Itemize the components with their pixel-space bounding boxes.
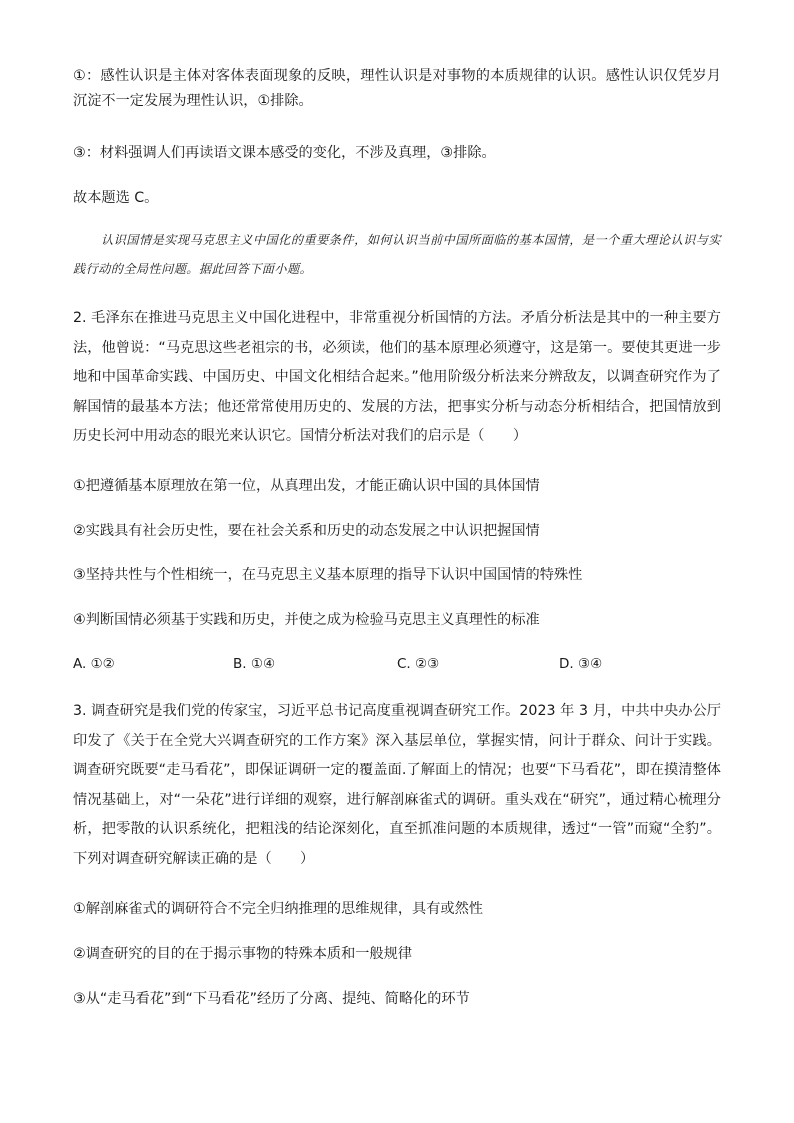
question-3-statement-1: ①解剖麻雀式的调研符合不完全归纳推理的思维规律，具有或然性 (73, 901, 483, 917)
option-b[interactable]: B. ①④ (233, 656, 276, 672)
question-2-stem: 2. 毛泽东在推进马克思主义中国化进程中，非常重视分析国情的方法。矛盾分析法是其中的一种主要方法，他曾说：“马克思这些老祖宗的书，必须读，他们的基本原理必须遵守，这是第一。要使其更进一步地和中国革命实践、中国历史、中国文化相结合起来。”他用阶级分析法来分辨敌友，以调查研究作为了解国情的最基本方法；他还常常使用历史的、发展的方法，把事实分析与动态分析相结合，把国情放到历史长河中用动态的眼光来认识它。国情分析法对我们的启示是（ ） (73, 310, 721, 444)
question-2-statement-4: ④判断国情必须基于实践和历史，并使之成为检验马克思主义真理性的标准 (73, 612, 540, 628)
question-3-statement-3: ③从“走马看花”到“下马看花”经历了分离、提纯、简略化的环节 (73, 991, 470, 1007)
analysis-statement-3: ③：材料强调人们再读语文课本感受的变化，不涉及真理，③排除。 (73, 145, 496, 161)
question-2-statement-1: ①把遵循基本原理放在第一位，从真理出发，才能正确认识中国的具体国情 (73, 478, 540, 494)
reading-material: 认识国情是实现马克思主义中国化的重要条件，如何认识当前中国所面临的基本国情，是一个重大理论认识与实践行动的全局性问题。据此回答下面小题。 (73, 233, 721, 276)
question-2-statement-2: ②实践具有社会历史性，要在社会关系和历史的动态发展之中认识把握国情 (73, 523, 540, 539)
option-c[interactable]: C. ②③ (397, 656, 440, 672)
question-2-options (73, 653, 721, 675)
option-a[interactable]: A. ①② (73, 656, 115, 672)
question-2-statement-3: ③坚持共性与个性相统一，在马克思主义基本原理的指导下认识中国国情的特殊性 (73, 567, 583, 583)
question-3-stem: 3. 调查研究是我们党的传家宝，习近平总书记高度重视调查研究工作。2023 年 3 月，中共中央办公厅印发了《关于在全党大兴调查研究的工作方案》深入基层单位，掌握实情，问计于群众、问计于实践。调查研究既要“走马看花”，即保证调研一定的覆盖面.了解面上的情况；也要“下马看花”，即在摸清整体情况基础上，对“一朵花”进行详细的观察，进行解剖麻雀式的调研。重头戏在“研究”，通过精心梳理分析，把零散的认识系统化，把粗浅的结论深刻化，直至抓准问题的本质规律，透过“一管”而窥“全豹”。下列对调查研究解读正确的是（ ） (73, 703, 721, 867)
question-3-statement-2: ②调查研究的目的在于揭示事物的特殊本质和一般规律 (73, 946, 413, 962)
answer-conclusion: 故本题选 C。 (73, 190, 159, 206)
analysis-statement-1: ①：感性认识是主体对客体表面现象的反映，理性认识是对事物的本质规律的认识。感性认识仅凭岁月沉淀不一定发展为理性认识，①排除。 (73, 68, 721, 109)
option-d[interactable]: D. ③④ (559, 656, 603, 672)
